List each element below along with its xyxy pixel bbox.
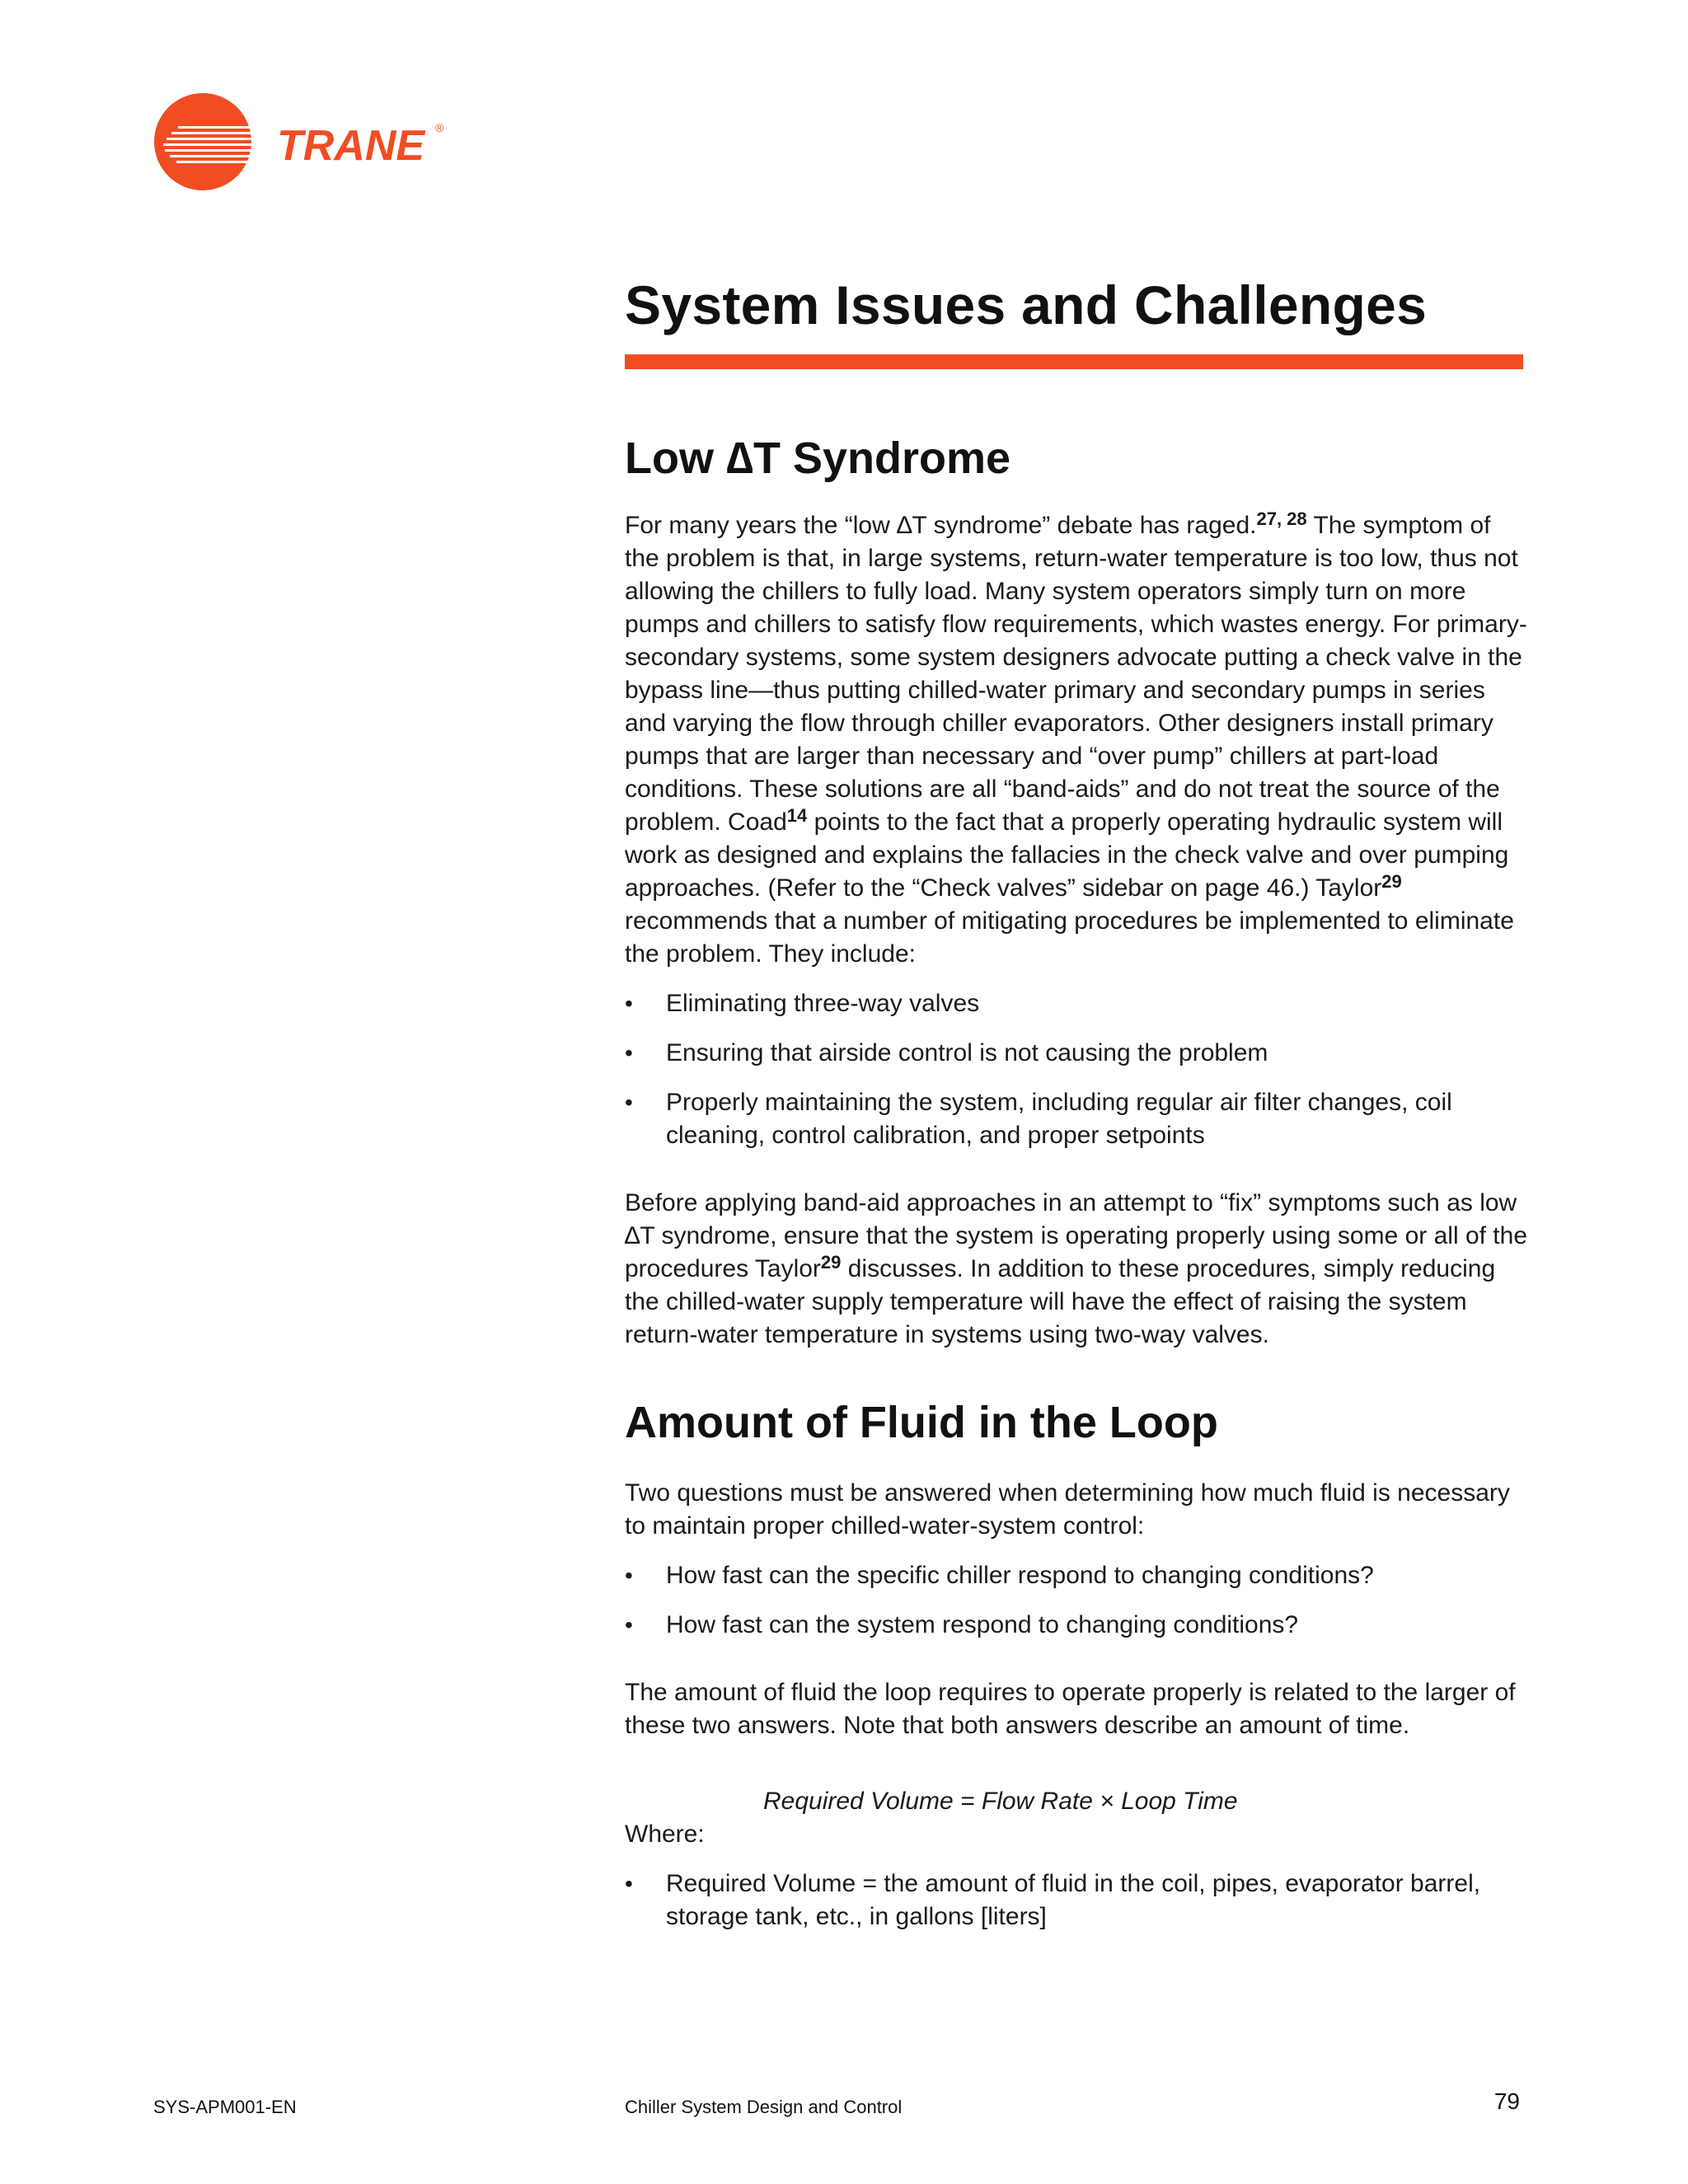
- footer-doc-id: SYS-APM001-EN: [153, 2097, 297, 2117]
- footer-title: Chiller System Design and Control: [625, 2097, 903, 2117]
- list-item: • Properly maintaining the system, including regular air filter changes, coil cleaning, control calibration, and proper setpoints: [625, 1086, 1531, 1152]
- page-number: 79: [1493, 2088, 1520, 2114]
- paragraph-fluid-amount: The amount of fluid the loop requires to operate properly is related to the larger of these two answers. Note that both answers describe an amount of time.: [625, 1679, 1516, 1739]
- logo-wordmark: TRANE: [277, 122, 425, 170]
- registered-mark: ®: [435, 121, 444, 134]
- mitigation-list: [625, 987, 1531, 1152]
- section-heading-fluid-in-loop: Amount of Fluid in the Loop: [625, 1398, 1218, 1447]
- section-heading-low-delta-t: Low ∆T Syndrome: [625, 434, 1011, 483]
- paragraph-low-delta-t-intro: For many years the “low ∆T syndrome” debate has raged.$^{27, 28}$ The symptom of the problem is that, in large systems, return-water temperature is too low, thus not allowing the chillers to fully load. Many system operators simply turn on more pumps and chillers to satisfy flow requirements, which wastes energy. For primary-secondary systems, some system designers advocate putting a check valve in the bypass line—thus putting chilled-water primary and secondary pumps in series and varying the flow through chiller evaporators. Other designers install primary pumps that are larger than necessary and “over pump” chillers at part-load conditions. These solutions are all “band-aids” and do not treat the source of the problem. Coad$^{14}$ points to the fact that a properly operating hydraulic system will work as designed and explains the fallacies in the check valve and over pumping approaches. (Refer to the “Check valves” sidebar on page 46.) Taylor$^{29}$ recommends that a number of mitigating procedures be implemented to eliminate the problem. They include:: [625, 509, 1527, 968]
- question-list: [625, 1559, 1531, 1642]
- reference-superscript: 29: [1381, 871, 1402, 892]
- where-label: Where:: [625, 1821, 705, 1848]
- main-content: [625, 272, 1531, 1950]
- list-item: • How fast can the system respond to changing conditions?: [625, 1609, 1531, 1642]
- equation-required-volume: Required Volume = Flow Rate × Loop Time: [763, 1788, 1238, 1815]
- reference-superscript: 29: [820, 1252, 842, 1272]
- list-item: • How fast can the specific chiller respond to changing conditions?: [625, 1559, 1531, 1592]
- reference-superscript: 27, 28: [1256, 509, 1307, 529]
- list-item: • Eliminating three-way valves: [625, 987, 1531, 1020]
- trane-logo: [153, 92, 450, 191]
- list-item: • Ensuring that airside control is not causing the problem: [625, 1037, 1531, 1070]
- paragraph-fluid-intro: Two questions must be answered when determining how much fluid is necessary to maintain proper chilled-water-system control:: [625, 1479, 1510, 1540]
- definition-list: [625, 1868, 1531, 1933]
- paragraph-band-aid: Before applying band-aid approaches in an attempt to “fix” symptoms such as low ∆T syndrome, ensure that the system is operating properly using some or all of the procedures Taylor$^{29}$ discusses. In addition to these procedures, simply reducing the chilled-water supply temperature will have the effect of raising the system return-water temperature in systems using two-way valves.: [625, 1189, 1527, 1348]
- title-rule: [625, 354, 1523, 369]
- trane-logo-mark-icon: [153, 92, 450, 191]
- list-item: • Required Volume = the amount of fluid in the coil, pipes, evaporator barrel, storage tank, etc., in gallons [liters]: [625, 1868, 1531, 1933]
- reference-superscript: 14: [786, 805, 808, 826]
- page-title: System Issues and Challenges: [625, 274, 1428, 335]
